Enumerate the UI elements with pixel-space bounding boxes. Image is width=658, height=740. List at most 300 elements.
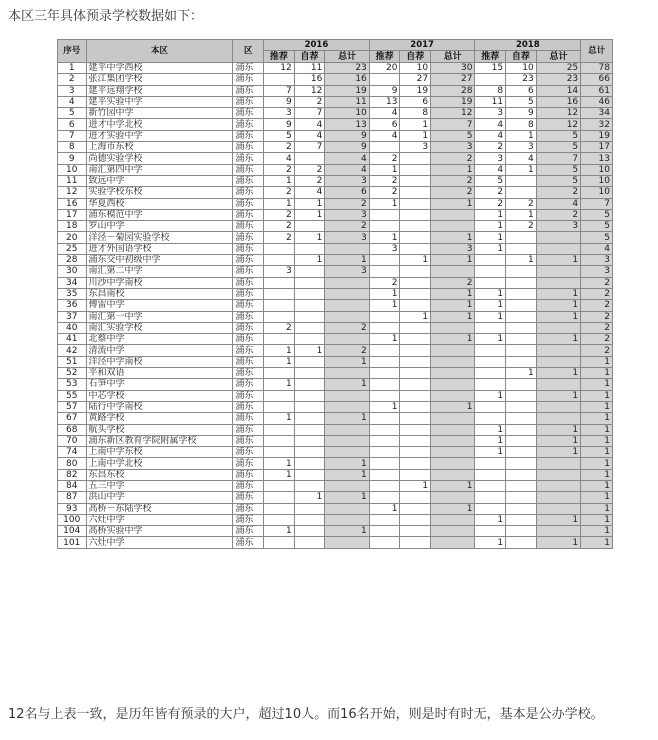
cell-school-name: 南汇实验学校 bbox=[86, 322, 233, 333]
cell-2016-self: 16 bbox=[294, 74, 325, 85]
cell-2016-recommend: 5 bbox=[264, 130, 295, 141]
cell-2017-self bbox=[400, 164, 431, 175]
cell-2018-recommend: 1 bbox=[475, 243, 506, 254]
cell-district: 浦东 bbox=[233, 390, 264, 401]
cell-no: 37 bbox=[58, 311, 87, 322]
cell-grand-total: 10 bbox=[581, 187, 613, 198]
cell-2018-self bbox=[506, 277, 537, 288]
cell-2017-self: 1 bbox=[400, 480, 431, 491]
cell-school-name: 张江集团学校 bbox=[86, 74, 233, 85]
table-row bbox=[58, 435, 613, 446]
cell-no: 93 bbox=[58, 503, 87, 514]
cell-2016-self: 4 bbox=[294, 130, 325, 141]
cell-2018-recommend: 3 bbox=[475, 108, 506, 119]
cell-grand-total: 1 bbox=[581, 413, 613, 424]
cell-2016-recommend: 1 bbox=[264, 413, 295, 424]
cell-school-name: 五三中学 bbox=[86, 480, 233, 491]
cell-2018-self: 23 bbox=[506, 74, 537, 85]
cell-2018-self bbox=[506, 492, 537, 503]
table-row bbox=[58, 368, 613, 379]
cell-2016-total: 3 bbox=[325, 266, 369, 277]
cell-2016-recommend bbox=[264, 277, 295, 288]
cell-2017-recommend: 2 bbox=[369, 187, 400, 198]
cell-2017-recommend: 1 bbox=[369, 503, 400, 514]
cell-2018-self: 1 bbox=[506, 368, 537, 379]
cell-2017-self bbox=[400, 356, 431, 367]
cell-2016-recommend: 1 bbox=[264, 469, 295, 480]
cell-2017-recommend bbox=[369, 379, 400, 390]
cell-2018-self bbox=[506, 390, 537, 401]
cell-2018-total bbox=[536, 413, 580, 424]
cell-grand-total: 1 bbox=[581, 401, 613, 412]
cell-school-name: 北蔡中学 bbox=[86, 334, 233, 345]
cell-2017-self bbox=[400, 209, 431, 220]
cell-grand-total: 1 bbox=[581, 480, 613, 491]
cell-no: 100 bbox=[58, 514, 87, 525]
cell-2016-self bbox=[294, 356, 325, 367]
cell-no: 101 bbox=[58, 537, 87, 548]
cell-2017-total bbox=[431, 447, 475, 458]
cell-no: 1 bbox=[58, 63, 87, 74]
header-2017-total: 总计 bbox=[431, 51, 475, 63]
cell-school-name: 洋泾中学南校 bbox=[86, 356, 233, 367]
cell-2017-total: 7 bbox=[431, 119, 475, 130]
cell-2017-recommend: 2 bbox=[369, 277, 400, 288]
cell-grand-total: 1 bbox=[581, 492, 613, 503]
cell-2018-self bbox=[506, 266, 537, 277]
table-row bbox=[58, 469, 613, 480]
cell-2016-self bbox=[294, 435, 325, 446]
cell-2018-total bbox=[536, 458, 580, 469]
cell-no: 57 bbox=[58, 401, 87, 412]
table-row bbox=[58, 209, 613, 220]
table-row bbox=[58, 401, 613, 412]
cell-2016-recommend: 7 bbox=[264, 85, 295, 96]
cell-2018-total bbox=[536, 469, 580, 480]
cell-2016-recommend: 3 bbox=[264, 266, 295, 277]
table-row bbox=[58, 221, 613, 232]
cell-district: 浦东 bbox=[233, 221, 264, 232]
table-row bbox=[58, 390, 613, 401]
cell-no: 16 bbox=[58, 198, 87, 209]
cell-2017-recommend: 4 bbox=[369, 130, 400, 141]
cell-2016-total: 19 bbox=[325, 85, 369, 96]
cell-2017-recommend bbox=[369, 209, 400, 220]
cell-2017-recommend bbox=[369, 390, 400, 401]
cell-2017-recommend: 20 bbox=[369, 63, 400, 74]
cell-2018-total bbox=[536, 503, 580, 514]
cell-2018-self bbox=[506, 469, 537, 480]
cell-2018-self bbox=[506, 526, 537, 537]
cell-2016-total bbox=[325, 435, 369, 446]
cell-2018-recommend bbox=[475, 503, 506, 514]
cell-2016-total bbox=[325, 311, 369, 322]
cell-grand-total: 34 bbox=[581, 108, 613, 119]
table-row bbox=[58, 526, 613, 537]
cell-2016-self bbox=[294, 243, 325, 254]
cell-2018-total: 1 bbox=[536, 424, 580, 435]
cell-grand-total: 1 bbox=[581, 356, 613, 367]
cell-2018-total: 16 bbox=[536, 96, 580, 107]
table-row bbox=[58, 164, 613, 175]
cell-2016-recommend bbox=[264, 447, 295, 458]
cell-district: 浦东 bbox=[233, 108, 264, 119]
cell-2016-self bbox=[294, 469, 325, 480]
cell-2018-total bbox=[536, 526, 580, 537]
header-year-2016: 2016 bbox=[264, 40, 370, 51]
cell-2017-self bbox=[400, 492, 431, 503]
cell-2018-recommend: 1 bbox=[475, 390, 506, 401]
cell-grand-total: 1 bbox=[581, 368, 613, 379]
cell-district: 浦东 bbox=[233, 311, 264, 322]
cell-2016-total bbox=[325, 243, 369, 254]
table-row bbox=[58, 277, 613, 288]
school-data-table-wrapper bbox=[57, 39, 613, 549]
cell-2016-recommend: 2 bbox=[264, 142, 295, 153]
cell-school-name: 进才中学北校 bbox=[86, 119, 233, 130]
cell-2018-total: 2 bbox=[536, 209, 580, 220]
cell-2016-recommend bbox=[264, 243, 295, 254]
cell-2016-recommend bbox=[264, 480, 295, 491]
cell-2018-self: 4 bbox=[506, 153, 537, 164]
cell-grand-total: 1 bbox=[581, 379, 613, 390]
cell-no: 8 bbox=[58, 142, 87, 153]
cell-no: 4 bbox=[58, 96, 87, 107]
cell-no: 51 bbox=[58, 356, 87, 367]
footer-text: 12名与上表一致，是历年皆有预录的大户，超过10人。而16名开始，则是时有时无，基本是公办学校。 bbox=[8, 707, 604, 722]
cell-2017-total: 3 bbox=[431, 142, 475, 153]
cell-school-name: 东昌南校 bbox=[86, 288, 233, 299]
cell-2016-total bbox=[325, 277, 369, 288]
cell-2018-self: 10 bbox=[506, 63, 537, 74]
cell-2016-self bbox=[294, 526, 325, 537]
cell-2018-self: 1 bbox=[506, 130, 537, 141]
cell-grand-total: 2 bbox=[581, 300, 613, 311]
cell-2016-recommend bbox=[264, 537, 295, 548]
cell-2018-recommend bbox=[475, 277, 506, 288]
cell-grand-total: 7 bbox=[581, 198, 613, 209]
cell-district: 浦东 bbox=[233, 63, 264, 74]
cell-2018-self bbox=[506, 537, 537, 548]
table-row bbox=[58, 198, 613, 209]
cell-2017-recommend: 1 bbox=[369, 198, 400, 209]
cell-2018-self bbox=[506, 345, 537, 356]
cell-2017-self bbox=[400, 288, 431, 299]
cell-district: 浦东 bbox=[233, 480, 264, 491]
header-2018-recommend: 推荐 bbox=[475, 51, 506, 63]
cell-grand-total: 1 bbox=[581, 526, 613, 537]
cell-school-name: 建平远翔学校 bbox=[86, 85, 233, 96]
cell-district: 浦东 bbox=[233, 356, 264, 367]
cell-2016-recommend bbox=[264, 74, 295, 85]
cell-2017-total bbox=[431, 435, 475, 446]
cell-2018-self: 1 bbox=[506, 209, 537, 220]
cell-2016-self: 4 bbox=[294, 119, 325, 130]
cell-2016-recommend: 1 bbox=[264, 379, 295, 390]
table-row bbox=[58, 63, 613, 74]
cell-2018-recommend: 2 bbox=[475, 198, 506, 209]
cell-2016-total: 3 bbox=[325, 232, 369, 243]
cell-2018-recommend: 1 bbox=[475, 435, 506, 446]
cell-2018-total: 1 bbox=[536, 435, 580, 446]
header-grand-total: 总计 bbox=[581, 40, 613, 63]
cell-2016-self bbox=[294, 311, 325, 322]
cell-2018-total: 2 bbox=[536, 187, 580, 198]
cell-2017-total bbox=[431, 424, 475, 435]
cell-2017-self: 1 bbox=[400, 119, 431, 130]
cell-2018-total: 1 bbox=[536, 447, 580, 458]
cell-2017-self: 8 bbox=[400, 108, 431, 119]
cell-2018-recommend: 1 bbox=[475, 311, 506, 322]
cell-2016-recommend: 9 bbox=[264, 96, 295, 107]
cell-2017-total: 2 bbox=[431, 153, 475, 164]
cell-2016-recommend bbox=[264, 255, 295, 266]
cell-no: 11 bbox=[58, 175, 87, 186]
cell-2017-self bbox=[400, 187, 431, 198]
cell-2016-total: 1 bbox=[325, 469, 369, 480]
cell-school-name: 高桥实验中学 bbox=[86, 526, 233, 537]
cell-2018-total: 5 bbox=[536, 130, 580, 141]
cell-2017-total bbox=[431, 379, 475, 390]
cell-grand-total: 2 bbox=[581, 277, 613, 288]
cell-2018-total bbox=[536, 356, 580, 367]
cell-grand-total: 78 bbox=[581, 63, 613, 74]
table-row bbox=[58, 311, 613, 322]
cell-2017-recommend bbox=[369, 492, 400, 503]
cell-district: 浦东 bbox=[233, 232, 264, 243]
cell-no: 40 bbox=[58, 322, 87, 333]
cell-2018-total: 1 bbox=[536, 255, 580, 266]
header-no: 序号 bbox=[58, 40, 87, 63]
cell-2016-total: 13 bbox=[325, 119, 369, 130]
cell-2016-self bbox=[294, 300, 325, 311]
cell-2016-recommend bbox=[264, 424, 295, 435]
cell-school-name: 南汇第四中学 bbox=[86, 164, 233, 175]
cell-2018-self bbox=[506, 435, 537, 446]
cell-2017-self: 1 bbox=[400, 255, 431, 266]
header-2016-total: 总计 bbox=[325, 51, 369, 63]
cell-2018-recommend: 11 bbox=[475, 96, 506, 107]
cell-2018-self bbox=[506, 175, 537, 186]
cell-grand-total: 1 bbox=[581, 424, 613, 435]
cell-2017-total: 2 bbox=[431, 277, 475, 288]
cell-grand-total: 10 bbox=[581, 164, 613, 175]
cell-2016-self: 7 bbox=[294, 142, 325, 153]
cell-2017-total: 1 bbox=[431, 401, 475, 412]
cell-school-name: 南汇第一中学 bbox=[86, 311, 233, 322]
cell-grand-total: 46 bbox=[581, 96, 613, 107]
table-row bbox=[58, 119, 613, 130]
cell-2016-recommend bbox=[264, 334, 295, 345]
cell-school-name: 实验学校东校 bbox=[86, 187, 233, 198]
table-body bbox=[58, 63, 613, 549]
cell-2017-recommend bbox=[369, 458, 400, 469]
cell-school-name: 浦东新区教育学院附属学校 bbox=[86, 435, 233, 446]
cell-2016-recommend bbox=[264, 311, 295, 322]
cell-school-name: 陆行中学南校 bbox=[86, 401, 233, 412]
cell-2016-total bbox=[325, 401, 369, 412]
cell-2016-total bbox=[325, 424, 369, 435]
cell-2016-self: 2 bbox=[294, 175, 325, 186]
cell-2017-recommend: 3 bbox=[369, 243, 400, 254]
cell-2016-self bbox=[294, 153, 325, 164]
header-2017-self: 自荐 bbox=[400, 51, 431, 63]
intro-text: 本区三年具体预录学校数据如下： bbox=[8, 9, 204, 24]
cell-2018-recommend: 1 bbox=[475, 232, 506, 243]
cell-2017-recommend bbox=[369, 424, 400, 435]
cell-2017-recommend bbox=[369, 345, 400, 356]
cell-2016-total: 1 bbox=[325, 492, 369, 503]
cell-2018-total: 12 bbox=[536, 108, 580, 119]
cell-school-name: 洋泾－菊园实验学校 bbox=[86, 232, 233, 243]
cell-grand-total: 19 bbox=[581, 130, 613, 141]
cell-grand-total: 5 bbox=[581, 209, 613, 220]
cell-2016-self bbox=[294, 447, 325, 458]
cell-2018-total: 3 bbox=[536, 221, 580, 232]
cell-2018-total: 1 bbox=[536, 311, 580, 322]
cell-district: 浦东 bbox=[233, 198, 264, 209]
cell-2017-recommend bbox=[369, 447, 400, 458]
cell-2016-total bbox=[325, 390, 369, 401]
cell-2018-total: 12 bbox=[536, 119, 580, 130]
cell-2018-recommend: 1 bbox=[475, 537, 506, 548]
cell-2018-recommend bbox=[475, 492, 506, 503]
cell-2018-total bbox=[536, 401, 580, 412]
cell-2018-total bbox=[536, 243, 580, 254]
cell-2018-recommend: 1 bbox=[475, 209, 506, 220]
cell-2017-recommend: 1 bbox=[369, 300, 400, 311]
cell-2018-self bbox=[506, 187, 537, 198]
cell-no: 30 bbox=[58, 266, 87, 277]
cell-2016-total: 6 bbox=[325, 187, 369, 198]
cell-2017-total bbox=[431, 390, 475, 401]
cell-2016-self bbox=[294, 221, 325, 232]
cell-2016-total bbox=[325, 334, 369, 345]
cell-2018-recommend bbox=[475, 413, 506, 424]
cell-2017-recommend: 1 bbox=[369, 334, 400, 345]
cell-2017-total bbox=[431, 537, 475, 548]
cell-2016-total bbox=[325, 514, 369, 525]
cell-no: 20 bbox=[58, 232, 87, 243]
cell-no: 17 bbox=[58, 209, 87, 220]
cell-no: 74 bbox=[58, 447, 87, 458]
cell-2017-recommend bbox=[369, 255, 400, 266]
cell-2018-total: 25 bbox=[536, 63, 580, 74]
cell-2017-self bbox=[400, 198, 431, 209]
cell-2018-recommend: 2 bbox=[475, 142, 506, 153]
table-row bbox=[58, 288, 613, 299]
cell-district: 浦东 bbox=[233, 85, 264, 96]
table-row bbox=[58, 96, 613, 107]
cell-2016-self: 12 bbox=[294, 85, 325, 96]
table-row bbox=[58, 322, 613, 333]
cell-2016-self bbox=[294, 514, 325, 525]
cell-school-name: 平和双语 bbox=[86, 368, 233, 379]
cell-2017-total: 5 bbox=[431, 130, 475, 141]
cell-2017-recommend bbox=[369, 526, 400, 537]
header-2016-recommend: 推荐 bbox=[264, 51, 295, 63]
cell-2018-self bbox=[506, 514, 537, 525]
cell-school-name: 航头学校 bbox=[86, 424, 233, 435]
cell-2017-self bbox=[400, 413, 431, 424]
cell-2018-total: 1 bbox=[536, 334, 580, 345]
cell-2018-total bbox=[536, 266, 580, 277]
cell-2016-total: 23 bbox=[325, 63, 369, 74]
cell-2017-recommend: 1 bbox=[369, 232, 400, 243]
cell-2018-recommend: 1 bbox=[475, 221, 506, 232]
cell-no: 9 bbox=[58, 153, 87, 164]
cell-2017-total: 12 bbox=[431, 108, 475, 119]
cell-no: 12 bbox=[58, 187, 87, 198]
cell-2016-self bbox=[294, 322, 325, 333]
cell-2017-total bbox=[431, 458, 475, 469]
table-row bbox=[58, 480, 613, 491]
cell-2017-self bbox=[400, 447, 431, 458]
cell-school-name: 进才外国语学校 bbox=[86, 243, 233, 254]
cell-2017-total bbox=[431, 514, 475, 525]
header-2017-recommend: 推荐 bbox=[369, 51, 400, 63]
cell-2017-self bbox=[400, 322, 431, 333]
cell-2017-total: 3 bbox=[431, 243, 475, 254]
cell-2018-self: 1 bbox=[506, 164, 537, 175]
cell-2018-self bbox=[506, 424, 537, 435]
cell-grand-total: 5 bbox=[581, 221, 613, 232]
cell-2018-total: 7 bbox=[536, 153, 580, 164]
cell-2017-recommend: 1 bbox=[369, 164, 400, 175]
cell-2017-self: 10 bbox=[400, 63, 431, 74]
cell-no: 67 bbox=[58, 413, 87, 424]
cell-district: 浦东 bbox=[233, 255, 264, 266]
cell-2017-recommend bbox=[369, 356, 400, 367]
cell-2018-recommend bbox=[475, 480, 506, 491]
cell-2017-total bbox=[431, 345, 475, 356]
cell-2017-recommend bbox=[369, 514, 400, 525]
cell-district: 浦东 bbox=[233, 130, 264, 141]
cell-2016-self: 1 bbox=[294, 232, 325, 243]
table-row bbox=[58, 232, 613, 243]
cell-2016-self: 7 bbox=[294, 108, 325, 119]
cell-2018-recommend: 1 bbox=[475, 334, 506, 345]
cell-2017-self: 1 bbox=[400, 130, 431, 141]
cell-2017-total: 1 bbox=[431, 232, 475, 243]
cell-district: 浦东 bbox=[233, 153, 264, 164]
cell-2018-recommend: 1 bbox=[475, 288, 506, 299]
cell-2016-recommend: 1 bbox=[264, 356, 295, 367]
cell-2016-recommend: 2 bbox=[264, 164, 295, 175]
cell-2016-total bbox=[325, 480, 369, 491]
cell-2016-self bbox=[294, 401, 325, 412]
cell-2016-self: 2 bbox=[294, 164, 325, 175]
cell-2017-self bbox=[400, 469, 431, 480]
cell-2018-self bbox=[506, 300, 537, 311]
cell-grand-total: 1 bbox=[581, 390, 613, 401]
cell-2017-self bbox=[400, 390, 431, 401]
cell-2016-self bbox=[294, 537, 325, 548]
cell-2018-total: 14 bbox=[536, 85, 580, 96]
cell-no: 36 bbox=[58, 300, 87, 311]
cell-2017-recommend bbox=[369, 221, 400, 232]
cell-2017-total: 1 bbox=[431, 164, 475, 175]
cell-district: 浦东 bbox=[233, 469, 264, 480]
cell-school-name: 六灶中学 bbox=[86, 514, 233, 525]
cell-2017-recommend bbox=[369, 322, 400, 333]
cell-2018-self bbox=[506, 322, 537, 333]
cell-no: 41 bbox=[58, 334, 87, 345]
table-row bbox=[58, 537, 613, 548]
cell-2016-recommend: 2 bbox=[264, 322, 295, 333]
cell-district: 浦东 bbox=[233, 368, 264, 379]
cell-2018-self bbox=[506, 243, 537, 254]
